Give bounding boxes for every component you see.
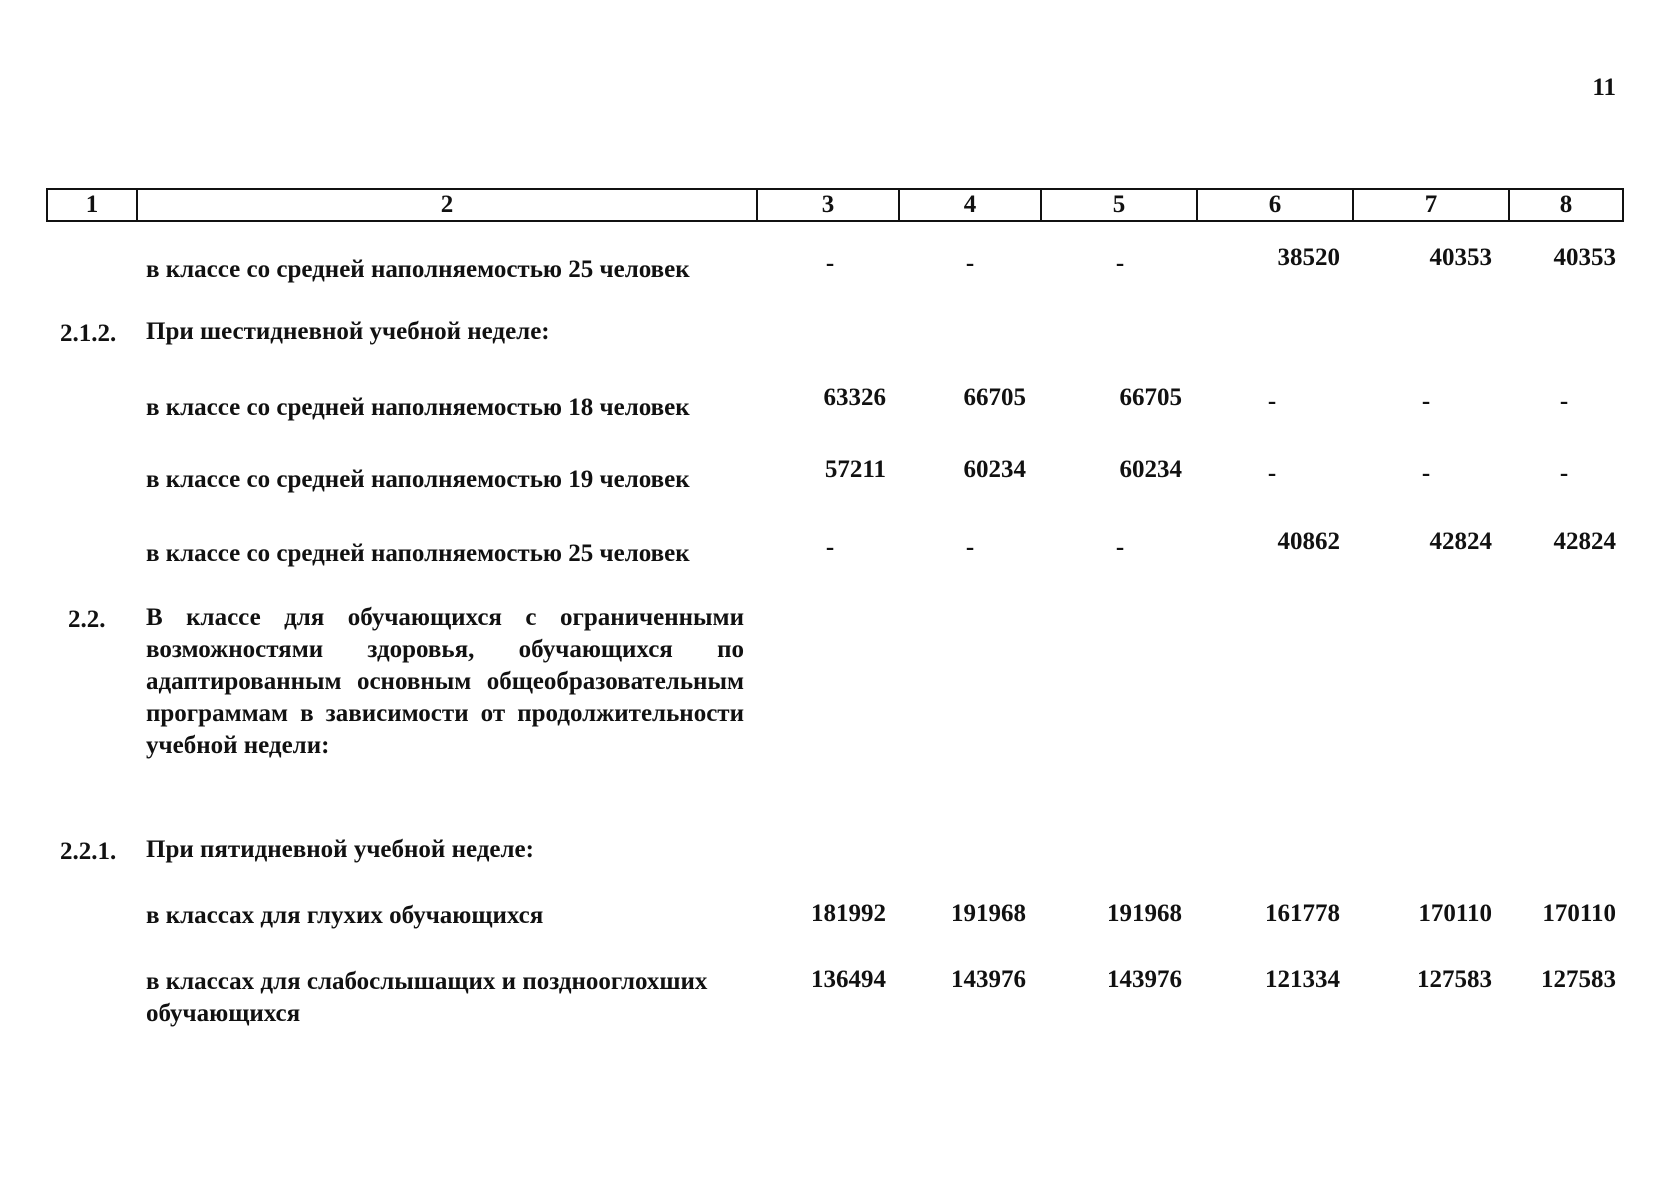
cell-col-7: -	[1421, 460, 1431, 487]
cell-col-4: 60234	[963, 456, 1026, 483]
cell-col-3: 181992	[811, 900, 886, 927]
cell-col-8: -	[1559, 388, 1569, 415]
row-number: 2.1.2.	[60, 320, 117, 347]
header-col-2: 2	[137, 189, 757, 221]
header-col-8: 8	[1509, 189, 1623, 221]
cell-col-6: -	[1267, 460, 1277, 487]
cell-col-7: 170110	[1418, 900, 1492, 927]
header-col-7: 7	[1353, 189, 1509, 221]
cell-col-5: 60234	[1119, 456, 1182, 483]
cell-col-7: -	[1421, 388, 1431, 415]
cell-col-4: 66705	[963, 384, 1026, 411]
cell-col-6: 40862	[1277, 528, 1340, 555]
cell-col-3: 63326	[823, 384, 886, 411]
cell-col-5: -	[1115, 534, 1125, 561]
row-number: 2.2.1.	[60, 838, 117, 865]
cell-col-8: -	[1559, 460, 1569, 487]
header-col-3: 3	[757, 189, 899, 221]
cell-col-8: 42824	[1553, 528, 1616, 555]
cell-col-6: -	[1267, 388, 1277, 415]
cell-col-3: 136494	[811, 966, 886, 993]
cell-col-4: -	[965, 534, 975, 561]
cell-col-7: 127583	[1417, 966, 1492, 993]
cell-col-5: -	[1115, 250, 1125, 277]
header-col-5: 5	[1041, 189, 1197, 221]
cell-col-6: 161778	[1265, 900, 1340, 927]
row-label: в классах для глухих обучающихся	[146, 902, 544, 929]
cell-col-4: 191968	[951, 900, 1026, 927]
cell-col-5: 66705	[1119, 384, 1182, 411]
cell-col-7: 40353	[1429, 244, 1492, 271]
cell-col-4: -	[965, 250, 975, 277]
row-label: в классах для слабослышащих и позднооглохших обучающихся	[146, 968, 708, 1027]
row-label: В классе для обучающихся с ограниченными возможностями здоровья, обучающихся по адаптированным основным общеобразовательным программам в зависимости от продолжительности учебной недели:	[146, 604, 744, 759]
cell-col-8: 127583	[1541, 966, 1616, 993]
cell-col-3: 57211	[824, 456, 886, 483]
cell-col-4: 143976	[951, 966, 1026, 993]
header-col-6: 6	[1197, 189, 1353, 221]
row-number: 2.2.	[68, 606, 106, 633]
cell-col-8: 170110	[1542, 900, 1616, 927]
header-col-1: 1	[47, 189, 137, 221]
row-label: в классе со средней наполняемостью 19 человек	[146, 466, 690, 493]
cell-col-5: 191968	[1107, 900, 1182, 927]
cell-col-6: 38520	[1277, 244, 1340, 271]
cell-col-6: 121334	[1265, 966, 1340, 993]
cell-col-5: 143976	[1107, 966, 1182, 993]
column-number-header	[46, 188, 1624, 222]
cell-col-7: 42824	[1429, 528, 1492, 555]
cell-col-3: -	[825, 534, 835, 561]
row-label: При шестидневной учебной неделе:	[146, 318, 550, 345]
cell-col-8: 40353	[1553, 244, 1616, 271]
cell-col-3: -	[825, 250, 835, 277]
header-row	[47, 189, 1623, 221]
header-col-4: 4	[899, 189, 1041, 221]
row-label: При пятидневной учебной неделе:	[146, 836, 534, 863]
row-label: в классе со средней наполняемостью 25 человек	[146, 256, 690, 283]
row-label: в классе со средней наполняемостью 18 человек	[146, 394, 690, 421]
page-number: 11	[1592, 74, 1616, 101]
row-label: в классе со средней наполняемостью 25 человек	[146, 540, 690, 567]
